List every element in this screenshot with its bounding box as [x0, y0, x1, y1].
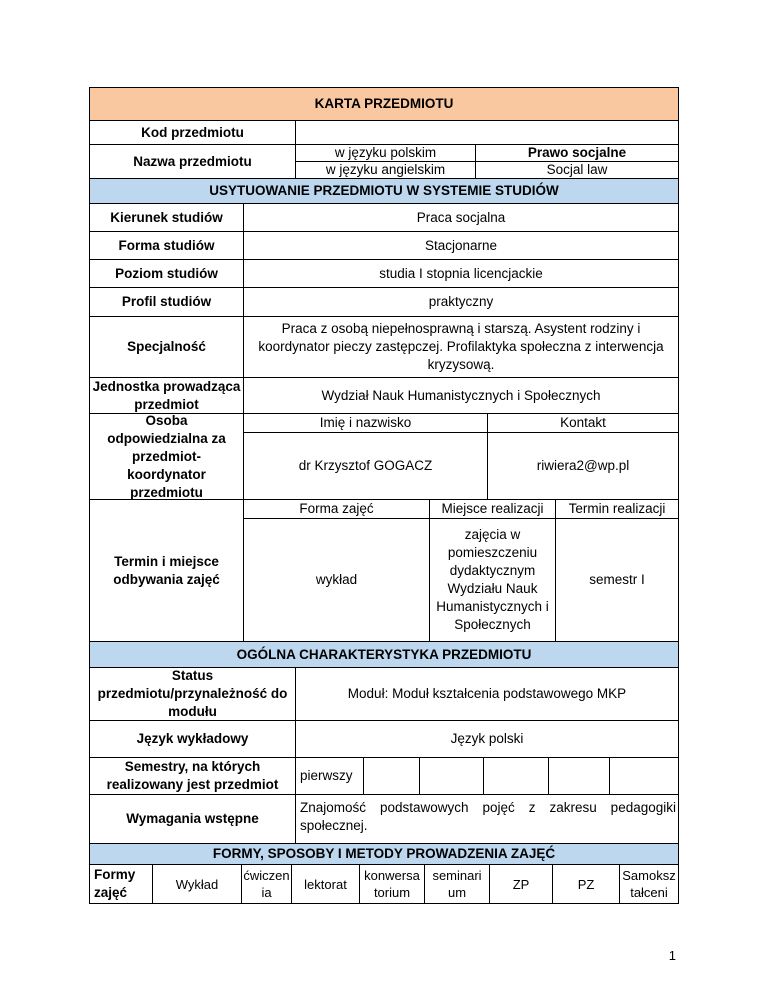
forms-col-conversatory: konwersatorium: [359, 864, 425, 904]
field-value: Praca socjalna: [243, 203, 679, 232]
coordinator-contact-header: Kontakt: [487, 413, 679, 433]
schedule-place-value: zajęcia w pomieszczeniu dydaktycznym Wydziału Nauk Humanistycznych i Społecznych: [429, 518, 556, 642]
forms-col-pz: PZ: [552, 864, 620, 904]
field-label: Kierunek studiów: [89, 203, 244, 232]
form-label: Forma studiów: [89, 231, 244, 260]
specialty-value: Praca z osobą niepełnosprawną i starszą. Asystent rodziny i koordynator pieczy zastępczej. Profilaktyka społeczna z interwencja kryzysową.: [243, 316, 679, 378]
specialty-label: Specjalność: [89, 316, 244, 378]
language-value: Język polski: [295, 720, 679, 758]
course-name-english-value: Socjal law: [475, 161, 679, 179]
course-code-label: Kod przedmiotu: [89, 120, 296, 145]
section-general-title: OGÓLNA CHARAKTERYSTYKA PRZEDMIOTU: [89, 641, 679, 668]
card-title: KARTA PRZEDMIOTU: [89, 87, 679, 121]
semester-cell: [548, 757, 610, 795]
unit-label: Jednostka prowadząca przedmiot: [89, 377, 244, 414]
forms-col-self-study: Samokształceni: [619, 864, 679, 904]
course-name-label: Nazwa przedmiotu: [89, 144, 296, 179]
form-value: Stacjonarne: [243, 231, 679, 260]
forms-col-seminar: seminarium: [424, 864, 490, 904]
schedule-place-header: Miejsce realizacji: [429, 499, 556, 519]
semester-cell: [363, 757, 420, 795]
prerequisites-value: Znajomość podstawowych pojęć z zakresu pedagogiki społecznej.: [300, 800, 676, 833]
coordinator-name: dr Krzysztof GOGACZ: [243, 432, 488, 500]
semesters-value: pierwszy: [295, 757, 364, 795]
course-name-polish-value: Prawo socjalne: [475, 144, 679, 162]
section-methods-title: FORMY, SPOSOBY I METODY PROWADZENIA ZAJĘĆ: [89, 843, 679, 865]
forms-label: Formy zajęć: [89, 864, 153, 904]
course-name-english-label: w języku angielskim: [295, 161, 476, 179]
unit-value: Wydział Nauk Humanistycznych i Społecznych: [243, 377, 679, 414]
language-label: Język wykładowy: [89, 720, 296, 758]
schedule-term-value: semestr I: [555, 518, 679, 642]
section-placement-title: USYTUOWANIE PRZEDMIOTU W SYSTEMIE STUDIÓW: [89, 178, 679, 204]
schedule-form-header: Forma zajęć: [243, 499, 430, 519]
semester-cell: [483, 757, 549, 795]
page-number: 1: [668, 948, 676, 963]
forms-col-lecture: Wykład: [152, 864, 242, 904]
coordinator-contact[interactable]: riwiera2@wp.pl: [487, 432, 679, 500]
semester-cell: [609, 757, 679, 795]
schedule-label: Termin i miejsce odbywania zajęć: [89, 499, 244, 642]
coordinator-name-header: Imię i nazwisko: [243, 413, 488, 433]
prerequisites-label: Wymagania wstępne: [89, 794, 296, 844]
profile-value: praktyczny: [243, 287, 679, 317]
coordinator-label: Osoba odpowiedzialna za przedmiot-koordynator przedmiotu: [89, 413, 244, 500]
level-value: studia I stopnia licencjackie: [243, 259, 679, 288]
status-value: Moduł: Moduł kształcenia podstawowego MKP: [295, 667, 679, 721]
semesters-label: Semestry, na których realizowany jest przedmiot: [89, 757, 296, 795]
schedule-form-value: wykład: [243, 518, 430, 642]
course-code-value: [295, 120, 679, 145]
course-name-polish-label: w języku polskim: [295, 144, 476, 162]
status-label: Status przedmiotu/przynależność do modułu: [89, 667, 296, 721]
forms-col-zp: ZP: [489, 864, 553, 904]
schedule-term-header: Termin realizacji: [555, 499, 679, 519]
forms-col-exercises: ćwiczenia: [241, 864, 292, 904]
semester-cell: [419, 757, 484, 795]
forms-col-lectorate: lektorat: [291, 864, 360, 904]
profile-label: Profil studiów: [89, 287, 244, 317]
level-label: Poziom studiów: [89, 259, 244, 288]
